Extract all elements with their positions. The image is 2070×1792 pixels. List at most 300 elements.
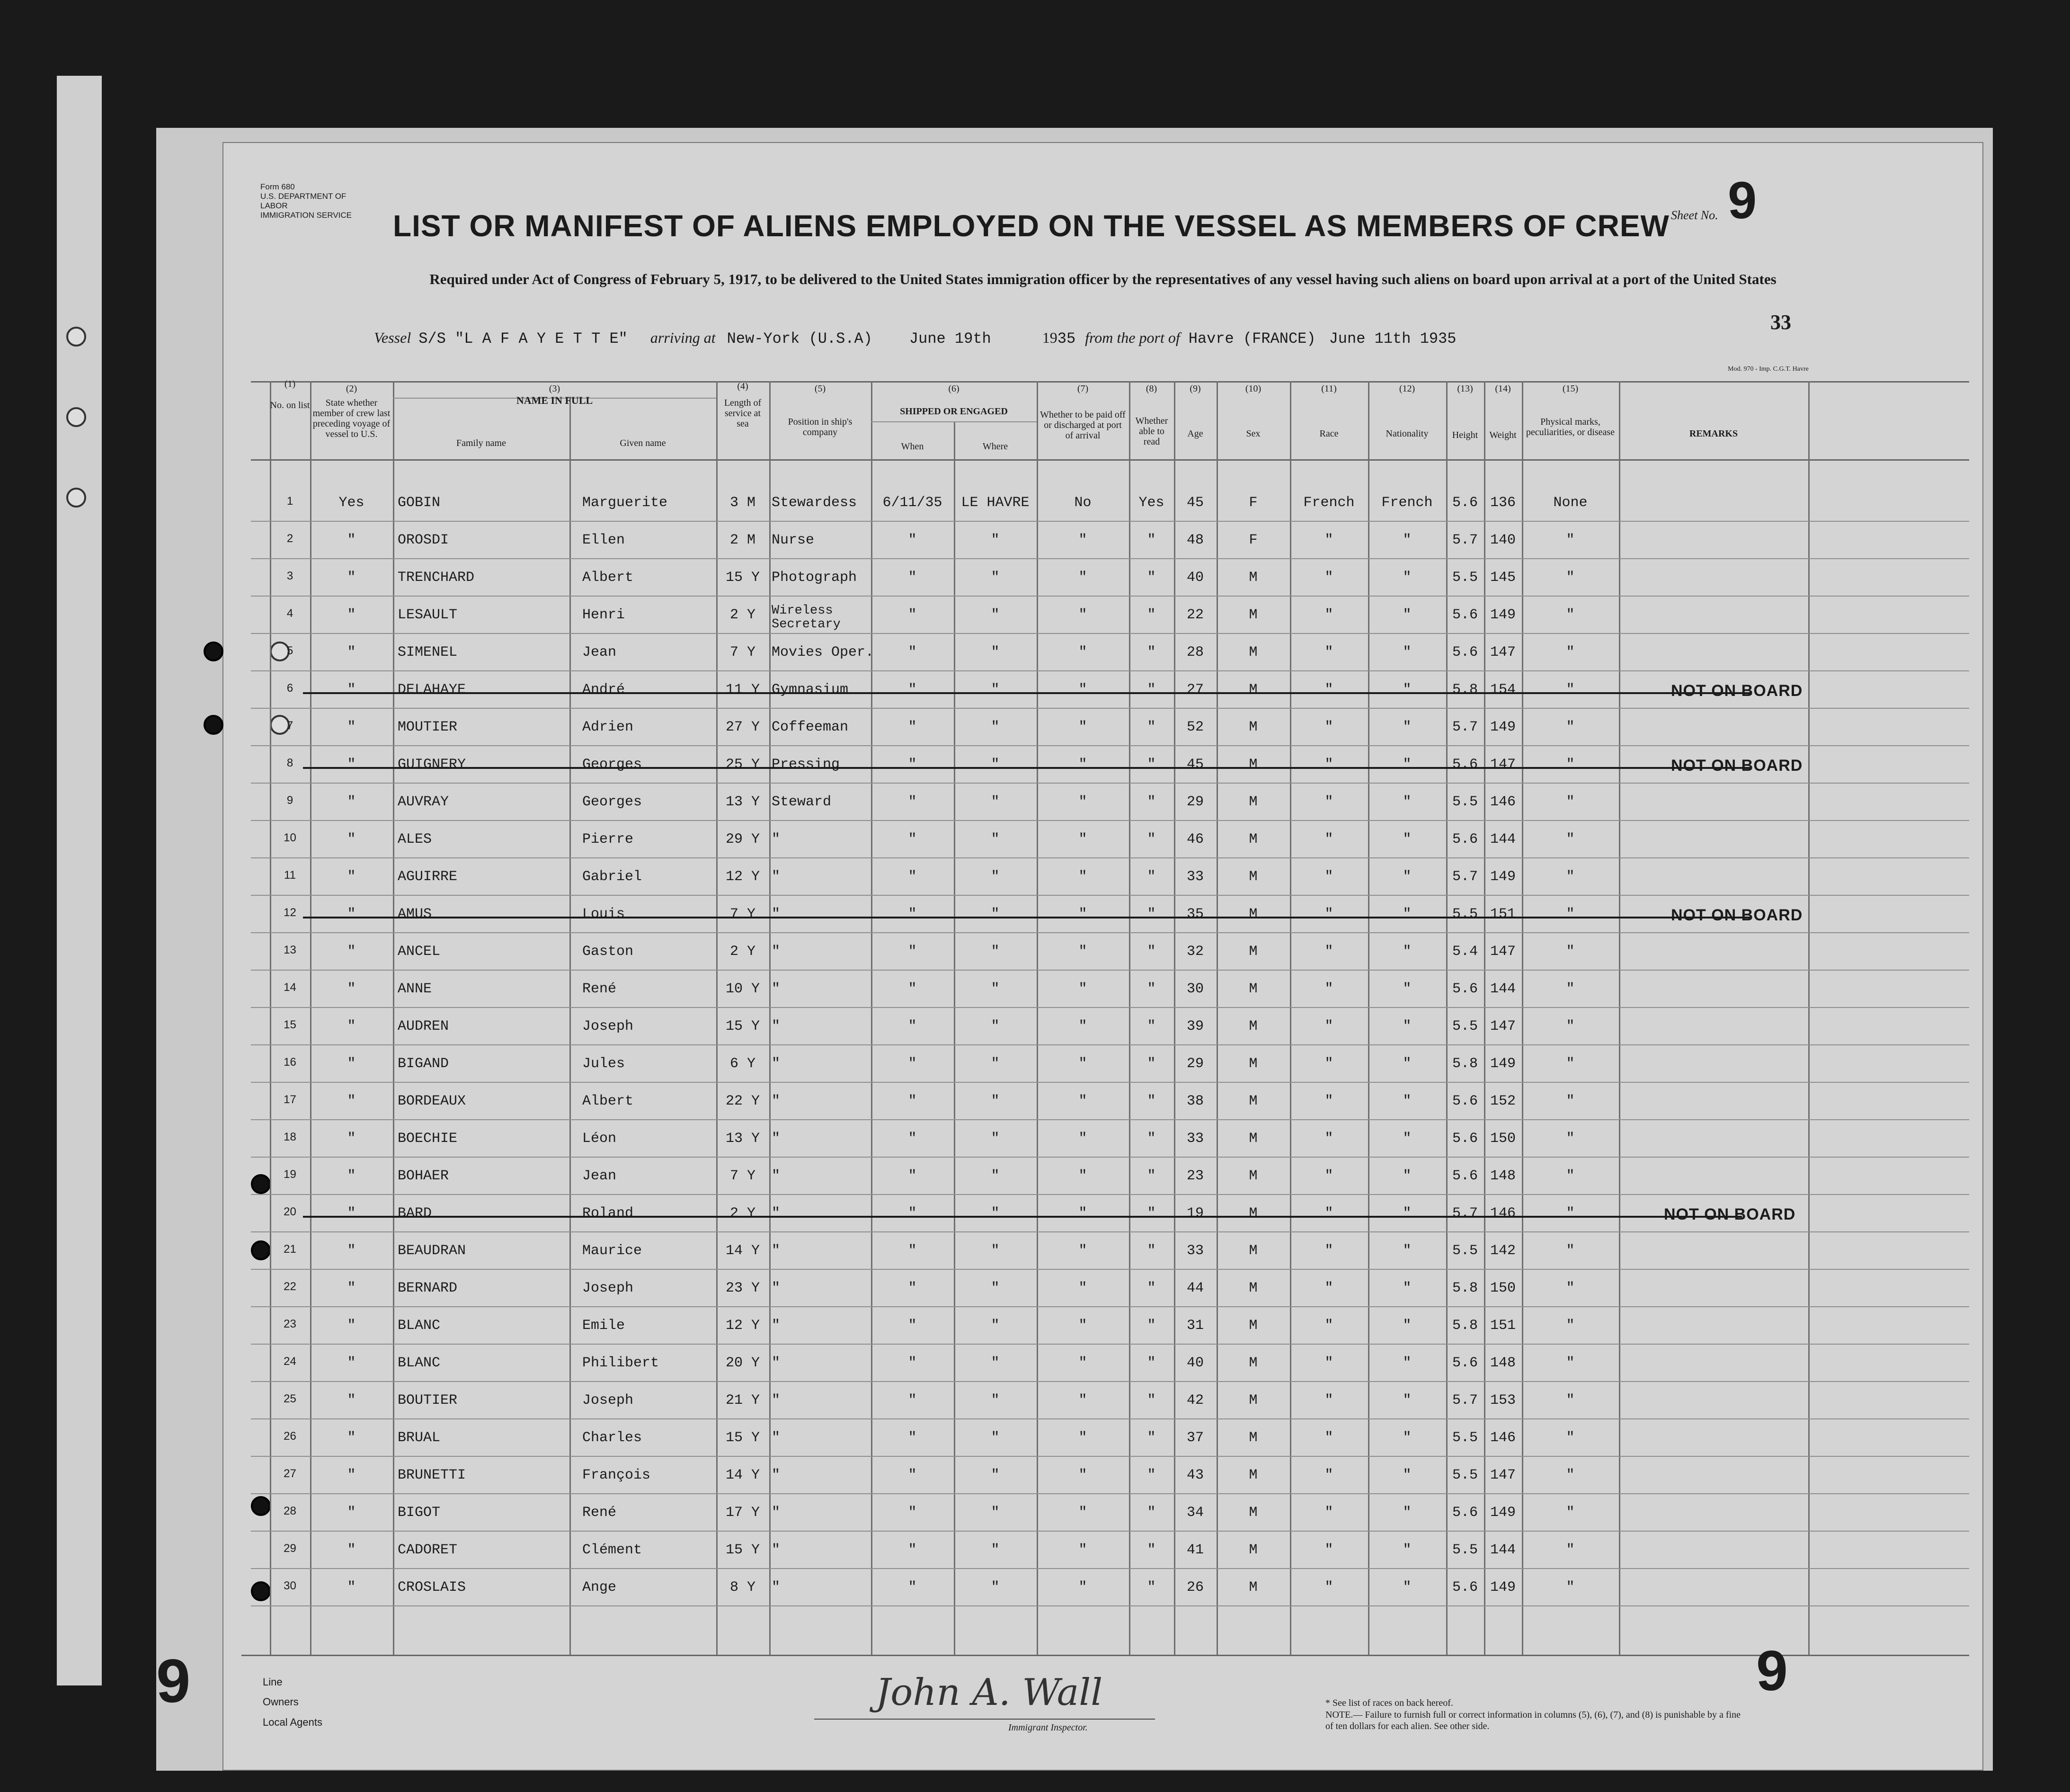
shipped-when-cell: " (908, 906, 917, 922)
read-cell: " (1147, 1205, 1156, 1221)
read-cell: Yes (1138, 495, 1164, 511)
read-cell: " (1147, 831, 1156, 847)
arrival-date: June 19th (909, 330, 991, 348)
paid-off-cell: " (1078, 869, 1087, 885)
marks-cell: " (1566, 1131, 1575, 1147)
shipped-where-cell: " (991, 1542, 1000, 1558)
service-cell: 15 Y (725, 1430, 760, 1446)
given-name-cell: Jean (582, 644, 617, 660)
position-cell: " (772, 906, 781, 922)
race-cell: " (1324, 719, 1333, 735)
shipped-when-cell: " (908, 532, 917, 548)
prior-voyage-cell: " (347, 1018, 356, 1034)
shipped-when-cell: " (908, 869, 917, 885)
weight-cell: 148 (1490, 1168, 1516, 1184)
race-cell: " (1324, 1243, 1333, 1259)
row-rule (251, 1493, 1969, 1494)
row-rule (251, 895, 1969, 896)
row-rule (251, 1344, 1969, 1345)
paid-off-cell: " (1078, 682, 1087, 698)
prior-voyage-cell: " (347, 869, 356, 885)
position-cell: " (772, 1205, 781, 1221)
row-rule (251, 1119, 1969, 1120)
marks-cell: " (1566, 906, 1575, 922)
position-cell: " (772, 1131, 781, 1147)
shipped-when-cell: " (908, 1467, 917, 1483)
shipped-when-cell: 6/11/35 (882, 495, 942, 511)
shipped-where-cell: " (991, 794, 1000, 810)
age-cell: 33 (1186, 1131, 1204, 1147)
prior-voyage-cell: " (347, 1579, 356, 1596)
col-num: (14) (1495, 383, 1511, 394)
service-cell: 27 Y (725, 719, 760, 735)
sex-cell: M (1249, 1280, 1258, 1296)
inspector-signature: John A. Wall (876, 1671, 1103, 1714)
service-cell: 17 Y (725, 1505, 760, 1521)
nationality-cell: " (1403, 1280, 1412, 1296)
prior-voyage-cell: " (347, 1542, 356, 1558)
family-name-cell: AUVRAY (398, 794, 449, 810)
sex-cell: M (1249, 1243, 1258, 1259)
race-cell: " (1324, 682, 1333, 698)
sex-cell: M (1249, 1205, 1258, 1221)
nationality-cell: " (1403, 1131, 1412, 1147)
family-name-cell: DELAHAYE (398, 682, 466, 698)
race-cell: " (1324, 831, 1333, 847)
nationality-cell: " (1403, 1093, 1412, 1109)
header-list-no: No. on list (270, 400, 310, 410)
arriving-label: arriving at (650, 329, 716, 346)
voyage-line (374, 329, 1456, 348)
paid-off-cell: " (1078, 719, 1087, 735)
race-cell: " (1324, 1355, 1333, 1371)
row-number: 2 (286, 532, 293, 545)
family-name-cell: BERNARD (398, 1280, 458, 1296)
height-cell: 5.6 (1452, 495, 1478, 511)
row-rule (251, 1269, 1969, 1270)
prior-voyage-cell: " (347, 1467, 356, 1483)
row-rule (251, 1605, 1969, 1606)
sex-cell: M (1249, 831, 1258, 847)
height-cell: 5.8 (1452, 1318, 1478, 1334)
nationality-cell: " (1403, 607, 1412, 623)
shipped-when-cell: " (908, 944, 917, 960)
marks-cell: " (1566, 1467, 1575, 1483)
row-number: 7 (286, 719, 293, 732)
read-cell: " (1147, 869, 1156, 885)
marks-cell: " (1566, 1018, 1575, 1034)
sex-cell: M (1249, 794, 1258, 810)
nationality-cell: " (1403, 1355, 1412, 1371)
age-cell: 43 (1186, 1467, 1204, 1483)
service-cell: 7 Y (729, 644, 755, 660)
col-num: (13) (1457, 383, 1473, 394)
race-cell: " (1324, 1505, 1333, 1521)
shipped-where-cell: " (991, 570, 1000, 586)
sex-cell: M (1249, 981, 1258, 997)
race-cell: " (1324, 1168, 1333, 1184)
family-name-cell: AGUIRRE (398, 869, 458, 885)
read-cell: " (1147, 1093, 1156, 1109)
height-cell: 5.7 (1452, 532, 1478, 548)
departure-port: Havre (FRANCE) (1188, 330, 1316, 348)
race-cell: " (1324, 1056, 1333, 1072)
race-cell: " (1324, 570, 1333, 586)
race-cell: " (1324, 757, 1333, 773)
position-cell: " (772, 981, 781, 997)
sex-cell: M (1249, 1579, 1258, 1596)
marks-cell: " (1566, 1243, 1575, 1259)
row-number: 23 (284, 1318, 296, 1330)
sheet-number-right: 9 (1756, 1639, 1788, 1703)
paid-off-cell: " (1078, 1579, 1087, 1596)
sex-cell: F (1249, 532, 1258, 548)
service-cell: 7 Y (729, 1168, 755, 1184)
service-cell: 25 Y (725, 757, 760, 773)
paid-off-cell: " (1078, 757, 1087, 773)
printer-imprint: Mod. 970 - Imp. C.G.T. Havre (1728, 366, 1809, 373)
family-name-cell: ANCEL (398, 944, 441, 960)
row-rule (251, 708, 1969, 709)
given-name-cell: François (582, 1467, 651, 1483)
row-number: 24 (284, 1355, 296, 1368)
position-cell: Coffeeman (772, 719, 849, 735)
row-rule (251, 1531, 1969, 1532)
weight-cell: 152 (1490, 1093, 1516, 1109)
shipped-where-cell: " (991, 831, 1000, 847)
marks-cell: " (1566, 794, 1575, 810)
sex-cell: M (1249, 757, 1258, 773)
prior-voyage-cell: " (347, 607, 356, 623)
strike-through-line (303, 1216, 1742, 1218)
given-name-cell: Henri (582, 607, 625, 623)
marks-cell: " (1566, 869, 1575, 885)
weight-cell: 147 (1490, 644, 1516, 660)
shipped-when-cell: " (908, 1579, 917, 1596)
shipped-when-cell: " (908, 1318, 917, 1334)
row-number: 25 (284, 1392, 296, 1405)
family-name-cell: SIMENEL (398, 644, 458, 660)
height-cell: 5.6 (1452, 1505, 1478, 1521)
col-num: (10) (1245, 383, 1262, 394)
col-num: (12) (1399, 383, 1415, 394)
position-cell: " (772, 1318, 781, 1334)
position-cell: " (772, 1505, 781, 1521)
row-number: 22 (284, 1280, 296, 1293)
header-weight: Weight (1489, 430, 1517, 440)
age-cell: 33 (1186, 869, 1204, 885)
footer-rule (241, 1655, 1969, 1656)
remark-not-on-board: NOT ON BOARD (1671, 682, 1803, 700)
height-cell: 5.6 (1452, 1093, 1478, 1109)
row-rule (251, 745, 1969, 746)
position-cell: " (772, 944, 781, 960)
sex-cell: M (1249, 1542, 1258, 1558)
nationality-cell: " (1403, 532, 1412, 548)
col-num: (2) (346, 383, 357, 394)
age-cell: 22 (1186, 607, 1204, 623)
table-header-rule (251, 459, 1969, 461)
service-cell: 2 Y (729, 944, 755, 960)
race-cell: " (1324, 1131, 1333, 1147)
height-cell: 5.6 (1452, 644, 1478, 660)
age-cell: 37 (1186, 1430, 1204, 1446)
nationality-cell: " (1403, 1243, 1412, 1259)
footer-owners-label: Owners (263, 1696, 299, 1708)
weight-cell: 136 (1490, 495, 1516, 511)
weight-cell: 153 (1490, 1392, 1516, 1409)
position-cell: Movies Oper. (772, 644, 874, 660)
header-marks: Physical marks, peculiarities, or disease (1526, 417, 1615, 437)
header-read: Whether able to read (1135, 416, 1168, 447)
position-cell: " (772, 1018, 781, 1034)
footer-agents-label: Local Agents (263, 1716, 322, 1728)
service-cell: 10 Y (725, 981, 760, 997)
height-cell: 5.5 (1452, 1467, 1478, 1483)
family-name-cell: GUIGNERY (398, 757, 466, 773)
row-rule (251, 932, 1969, 933)
header-family-name: Family name (456, 438, 506, 448)
prior-voyage-cell: " (347, 1205, 356, 1221)
shipped-when-cell: " (908, 1243, 917, 1259)
service-cell: 14 Y (725, 1243, 760, 1259)
family-name-cell: ANNE (398, 981, 432, 997)
marks-cell: " (1566, 644, 1575, 660)
sex-cell: M (1249, 1355, 1258, 1371)
family-name-cell: CROSLAIS (398, 1579, 466, 1596)
position-cell: " (772, 1392, 781, 1409)
row-number: 26 (284, 1430, 296, 1443)
service-cell: 11 Y (725, 682, 760, 698)
sex-cell: M (1249, 1093, 1258, 1109)
marks-cell: " (1566, 607, 1575, 623)
weight-cell: 147 (1490, 757, 1516, 773)
marks-cell: " (1566, 532, 1575, 548)
weight-cell: 144 (1490, 1542, 1516, 1558)
family-name-cell: BLANC (398, 1355, 441, 1371)
header-race: Race (1319, 428, 1339, 439)
read-cell: " (1147, 1018, 1156, 1034)
given-name-cell: Georges (582, 757, 642, 773)
shipped-where-cell: LE HAVRE (961, 495, 1030, 511)
header-sex: Sex (1246, 428, 1261, 439)
weight-cell: 151 (1490, 1318, 1516, 1334)
given-name-cell: Clément (582, 1542, 642, 1558)
shipped-where-cell: " (991, 719, 1000, 735)
position-cell: Gymnasium (772, 682, 849, 698)
row-number: 13 (284, 944, 296, 956)
binder-hole (204, 715, 223, 735)
service-cell: 13 Y (725, 1131, 760, 1147)
height-cell: 5.5 (1452, 1542, 1478, 1558)
weight-cell: 145 (1490, 570, 1516, 586)
prior-voyage-cell: " (347, 532, 356, 548)
stamp-number: 33 (1770, 311, 1791, 334)
read-cell: " (1147, 1355, 1156, 1371)
row-rule (251, 1231, 1969, 1232)
read-cell: " (1147, 794, 1156, 810)
prior-voyage-cell: " (347, 1318, 356, 1334)
given-name-cell: Louis (582, 906, 625, 922)
weight-cell: 149 (1490, 1505, 1516, 1521)
given-name-cell: Ellen (582, 532, 625, 548)
family-name-cell: TRENCHARD (398, 570, 475, 586)
inspector-label: Immigrant Inspector. (1008, 1722, 1088, 1733)
paid-off-cell: " (1078, 1542, 1087, 1558)
position-cell: Steward (772, 794, 832, 810)
shipped-where-cell: " (991, 1280, 1000, 1296)
row-number: 4 (286, 607, 293, 620)
prior-voyage-cell: Yes (338, 495, 364, 511)
prior-voyage-cell: " (347, 719, 356, 735)
age-cell: 41 (1186, 1542, 1204, 1558)
nationality-cell: " (1403, 906, 1412, 922)
height-cell: 5.5 (1452, 1018, 1478, 1034)
height-cell: 5.7 (1452, 719, 1478, 735)
shipped-when-cell: " (908, 1280, 917, 1296)
service-cell: 2 M (729, 532, 755, 548)
shipped-when-cell: " (908, 1542, 917, 1558)
weight-cell: 146 (1490, 1205, 1516, 1221)
height-cell: 5.7 (1452, 1205, 1478, 1221)
page-title: LIST OR MANIFEST OF ALIENS EMPLOYED ON THE VESSEL AS MEMBERS OF CREW (393, 209, 1670, 243)
nationality-cell: French (1381, 495, 1433, 511)
height-cell: 5.6 (1452, 1355, 1478, 1371)
age-cell: 34 (1186, 1505, 1204, 1521)
marks-cell: " (1566, 1542, 1575, 1558)
race-cell: " (1324, 532, 1333, 548)
row-number: 21 (284, 1243, 296, 1256)
remark-not-on-board: NOT ON BOARD (1671, 757, 1803, 775)
service-cell: 12 Y (725, 869, 760, 885)
service-cell: 3 M (729, 495, 755, 511)
prior-voyage-cell: " (347, 831, 356, 847)
position-cell: " (772, 1056, 781, 1072)
header-height: Height (1452, 430, 1478, 440)
binder-hole (251, 1240, 271, 1260)
shipped-when-cell: " (908, 831, 917, 847)
paid-off-cell: " (1078, 570, 1087, 586)
height-cell: 5.4 (1452, 944, 1478, 960)
nationality-cell: " (1403, 944, 1412, 960)
family-name-cell: BLANC (398, 1318, 441, 1334)
paid-off-cell: " (1078, 1168, 1087, 1184)
family-name-cell: BOECHIE (398, 1131, 458, 1147)
row-rule (251, 558, 1969, 559)
paid-off-cell: " (1078, 1392, 1087, 1409)
row-number: 8 (286, 757, 293, 769)
weight-cell: 149 (1490, 607, 1516, 623)
height-cell: 5.7 (1452, 1392, 1478, 1409)
row-rule (251, 1007, 1969, 1008)
remark-not-on-board: NOT ON BOARD (1664, 1205, 1796, 1223)
height-cell: 5.8 (1452, 1056, 1478, 1072)
strike-through-line (303, 917, 1751, 918)
paid-off-cell: " (1078, 1205, 1087, 1221)
service-cell: 22 Y (725, 1093, 760, 1109)
shipped-where-cell: " (991, 981, 1000, 997)
row-rule (251, 970, 1969, 971)
binder-hole (251, 1496, 271, 1516)
race-cell: " (1324, 944, 1333, 960)
age-cell: 32 (1186, 944, 1204, 960)
family-name-cell: OROSDI (398, 532, 449, 548)
height-cell: 5.5 (1452, 1243, 1478, 1259)
shipped-where-cell: " (991, 532, 1000, 548)
given-name-cell: Léon (582, 1131, 617, 1147)
paid-off-cell: " (1078, 1467, 1087, 1483)
sex-cell: M (1249, 1392, 1258, 1409)
given-name-cell: Adrien (582, 719, 634, 735)
height-cell: 5.8 (1452, 682, 1478, 698)
row-rule (251, 596, 1969, 597)
paid-off-cell: " (1078, 1018, 1087, 1034)
service-cell: 15 Y (725, 1542, 760, 1558)
row-number: 10 (284, 831, 296, 844)
sex-cell: M (1249, 1318, 1258, 1334)
form-number: Form 680 (260, 182, 295, 191)
shipped-where-cell: " (991, 644, 1000, 660)
header-remarks: REMARKS (1689, 428, 1738, 439)
marks-cell: " (1566, 1168, 1575, 1184)
age-cell: 45 (1186, 757, 1204, 773)
weight-cell: 149 (1490, 869, 1516, 885)
race-cell: " (1324, 644, 1333, 660)
col-num: (9) (1190, 383, 1201, 394)
position-cell: " (772, 1168, 781, 1184)
sex-cell: M (1249, 1018, 1258, 1034)
family-name-cell: LESAULT (398, 607, 458, 623)
family-name-cell: BRUNETTI (398, 1467, 466, 1483)
prior-voyage-cell: " (347, 906, 356, 922)
shipped-when-cell: " (908, 570, 917, 586)
race-cell: " (1324, 869, 1333, 885)
marks-cell: " (1566, 570, 1575, 586)
prior-voyage-cell: " (347, 1243, 356, 1259)
weight-cell: 146 (1490, 794, 1516, 810)
col-num: (11) (1321, 383, 1337, 394)
read-cell: " (1147, 719, 1156, 735)
prior-voyage-cell: " (347, 570, 356, 586)
row-number: 6 (286, 682, 293, 695)
row-rule (251, 1418, 1969, 1419)
paid-off-cell: " (1078, 1131, 1087, 1147)
marks-cell: " (1566, 1280, 1575, 1296)
race-cell: " (1324, 1467, 1333, 1483)
row-number: 9 (286, 794, 293, 807)
age-cell: 52 (1186, 719, 1204, 735)
read-cell: " (1147, 644, 1156, 660)
header-when: When (901, 441, 924, 452)
age-cell: 27 (1186, 682, 1204, 698)
given-name-cell: Jules (582, 1056, 625, 1072)
position-cell: " (772, 1093, 781, 1109)
form-agency: U.S. DEPARTMENT OF LABOR (260, 192, 346, 210)
sex-cell: M (1249, 1505, 1258, 1521)
read-cell: " (1147, 532, 1156, 548)
read-cell: " (1147, 1243, 1156, 1259)
given-name-cell: Maurice (582, 1243, 642, 1259)
paid-off-cell: " (1078, 831, 1087, 847)
paid-off-cell: " (1078, 794, 1087, 810)
race-cell: " (1324, 1430, 1333, 1446)
age-cell: 31 (1186, 1318, 1204, 1334)
given-name-cell: Philibert (582, 1355, 659, 1371)
row-number: 28 (284, 1505, 296, 1517)
nationality-cell: " (1403, 981, 1412, 997)
family-name-cell: MOUTIER (398, 719, 458, 735)
sex-cell: M (1249, 869, 1258, 885)
